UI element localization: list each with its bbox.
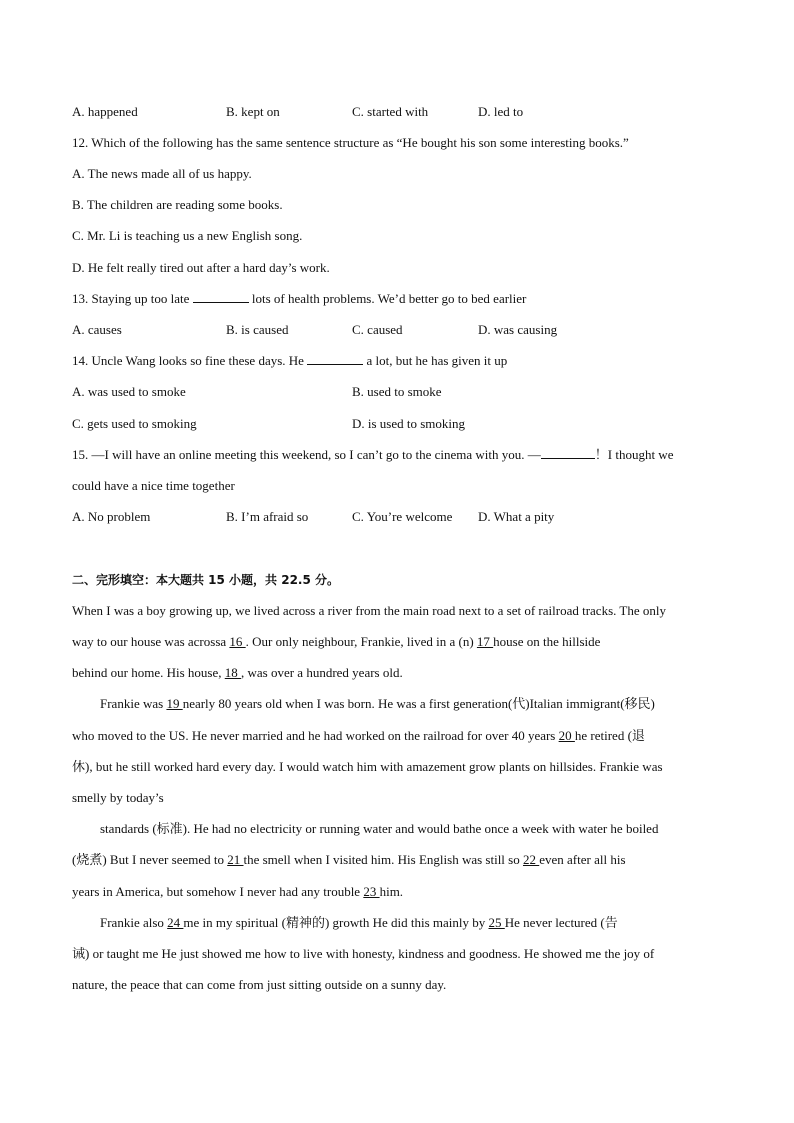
section2-heading: 二、完形填空：本大题共 15 小题，共 22.5 分。 [72,573,340,587]
blank-19: 19 [166,696,183,711]
passage-text: house on the hillside [493,634,601,649]
q15-answer-blank [541,446,595,459]
blank-25: 25 [488,915,505,930]
q12-option-b: B. The children are reading some books. [72,197,283,212]
passage-text: behind our home. His house, [72,665,225,680]
q14-option-c: C. gets used to smoking [72,416,197,431]
q14-options-row2 [72,415,465,433]
q14-stem [72,352,507,370]
q12-stem: 12. Which of the following has the same sentence structure as “He bought his son some interesting books.” [72,135,629,150]
q13-option-c: C. caused [352,322,403,337]
passage-text: (烧煮) But I never seemed to [72,852,228,867]
passage-text: He never lectured (告 [504,915,618,930]
passage-line-1: When I was a boy growing up, we lived across a river from the main road next to a set of railroad tracks. The only [72,603,666,618]
q13-options [72,321,557,339]
q13-option-b: B. is caused [226,322,289,337]
passage-text: Frankie was [100,696,167,711]
q15-stem-line2: could have a nice time together [72,478,235,493]
q12-option-c: C. Mr. Li is teaching us a new English song. [72,228,303,243]
q11-option-b: B. kept on [226,104,280,119]
passage-line-13: nature, the peace that can come from just sitting outside on a sunny day. [72,977,447,992]
q11-options [72,103,523,121]
passage-text: me in my spiritual (精神的) growth He did this mainly by [183,915,489,930]
passage-text: even after all his [539,852,626,867]
q13-stem-before: 13. Staying up too late [72,291,193,306]
passage-text: , was over a hundred years old. [240,665,403,680]
q14-stem-before: 14. Uncle Wang looks so fine these days. He [72,353,308,368]
passage-line-5 [72,727,645,745]
q14-option-b: B. used to smoke [352,384,442,399]
q14-options-row1 [72,383,442,401]
q14-stem-after: a lot, but he has given it up [363,353,508,368]
q15-option-b: B. I’m afraid so [226,509,309,524]
q15-option-c: C. You’re welcome [352,509,453,524]
passage-line-3 [72,664,403,682]
passage-line-12: 诫) or taught me He just showed me how to live with honesty, kindness and goodness. He showed me the joy of [72,946,655,961]
q14-option-a: A. was used to smoke [72,384,186,399]
q11-option-a: A. happened [72,104,138,119]
q15-option-a: A. No problem [72,509,151,524]
blank-16: 16 [229,634,246,649]
passage-text: way to our house was acrossa [72,634,230,649]
q15-stem [72,446,673,464]
blank-23: 23 [363,884,380,899]
passage-text: he retired (退 [574,728,645,743]
q15-stem-after: ！I thought we [594,447,674,462]
q13-answer-blank [193,290,249,303]
q11-option-c: C. started with [352,104,429,119]
passage-line-11 [72,914,618,932]
passage-line-4 [72,695,655,713]
passage-text: Frankie also [100,915,168,930]
q12-option-a: A. The news made all of us happy. [72,166,252,181]
q15-options [72,508,554,526]
blank-21: 21 [227,852,244,867]
blank-17: 17 [476,634,494,649]
blank-20: 20 [558,728,575,743]
passage-line-6: 休), but he still worked hard every day. I would watch him with amazement grow plants on hillsides. Frankie was [72,759,663,774]
passage-text: who moved to the US. He never married and he had worked on the railroad for over 40 years [72,728,559,743]
blank-22: 22 [522,852,540,867]
q14-answer-blank [307,352,363,365]
q15-option-d: D. What a pity [478,509,555,524]
q12-option-d: D. He felt really tired out after a hard day’s work. [72,260,330,275]
q13-option-d: D. was causing [478,322,558,337]
q13-stem [72,290,526,308]
q13-stem-after: lots of health problems. We’d better go to bed earlier [248,291,527,306]
passage-line-9 [72,851,626,869]
passage-line-8: standards (标准). He had no electricity or running water and would bathe once a week with water he boiled [100,821,659,836]
q11-option-d: D. led to [478,104,524,119]
passage-line-10 [72,883,403,901]
passage-text: the smell when I visited him. His English was still so [243,852,523,867]
q13-option-a: A. causes [72,322,122,337]
passage-text: nearly 80 years old when I was born. He was a first generation(代)Italian immigrant(移民) [182,696,655,711]
blank-24: 24 [167,915,184,930]
q15-stem-before: 15. —I will have an online meeting this weekend, so I can’t go to the cinema with you. — [72,447,541,462]
q14-option-d: D. is used to smoking [352,416,466,431]
passage-line-2 [72,633,600,651]
passage-line-7: smelly by today’s [72,790,164,805]
passage-text: years in America, but somehow I never had any trouble [72,884,364,899]
passage-text: . Our only neighbour, Frankie, lived in a (n) [245,634,477,649]
passage-text: him. [379,884,404,899]
blank-18: 18 [224,665,241,680]
